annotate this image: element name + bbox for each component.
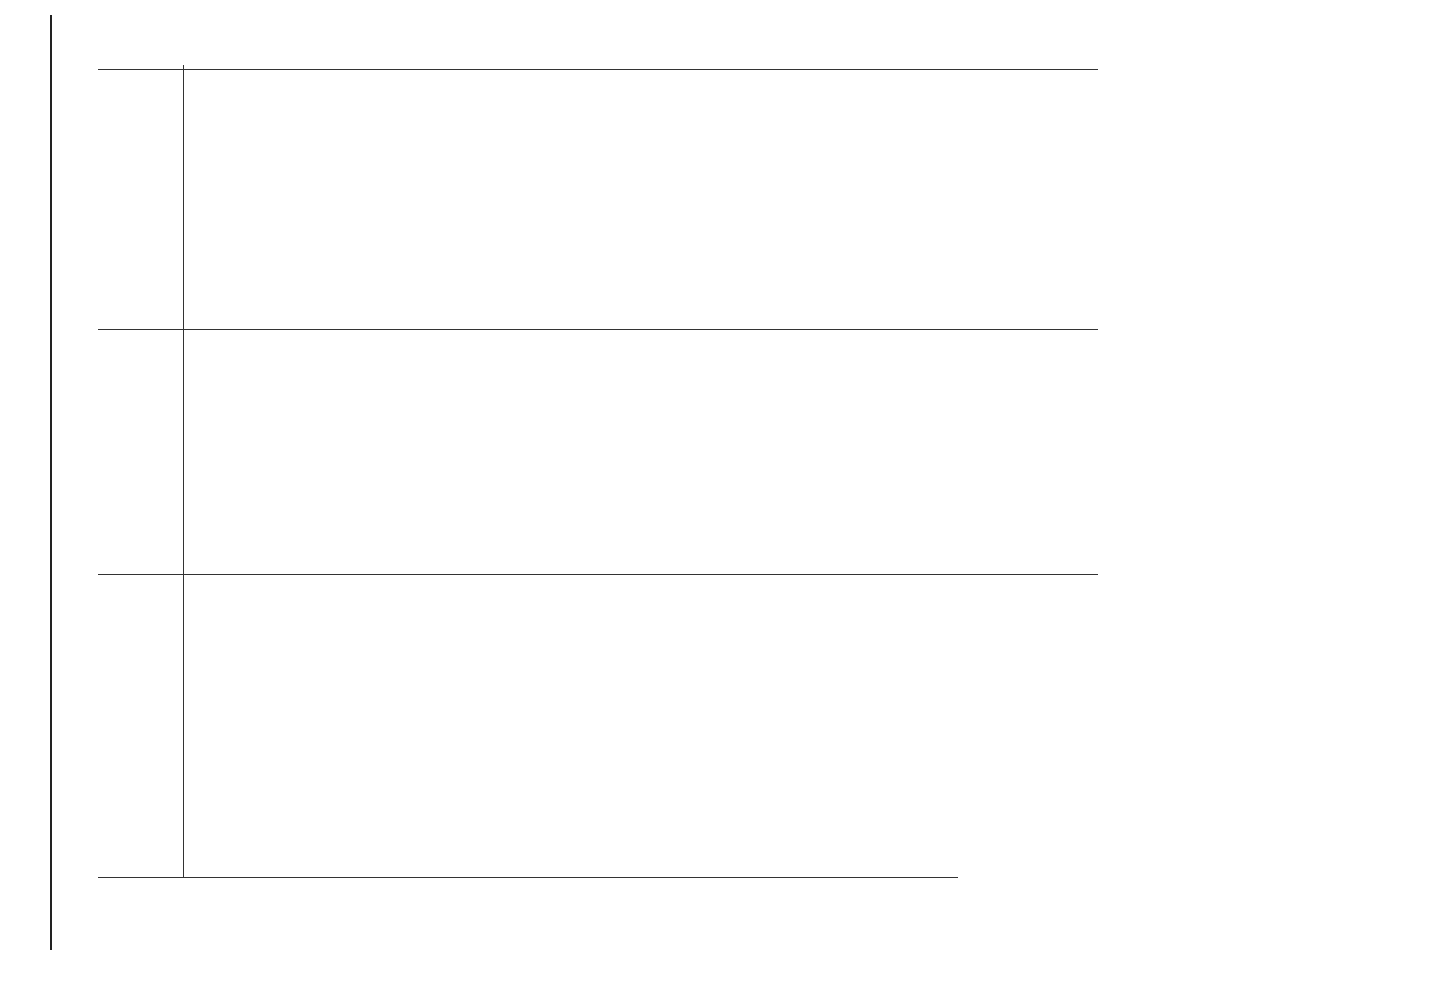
column-divider [98, 574, 1098, 575]
places-table [98, 65, 1208, 950]
column-divider [98, 69, 1098, 70]
header-rule [50, 15, 52, 950]
running-head [6, 15, 46, 950]
digitization-credit [1330, 30, 1352, 930]
column-divider [98, 329, 1098, 330]
column-divider [98, 877, 958, 878]
header-underline [183, 65, 184, 878]
